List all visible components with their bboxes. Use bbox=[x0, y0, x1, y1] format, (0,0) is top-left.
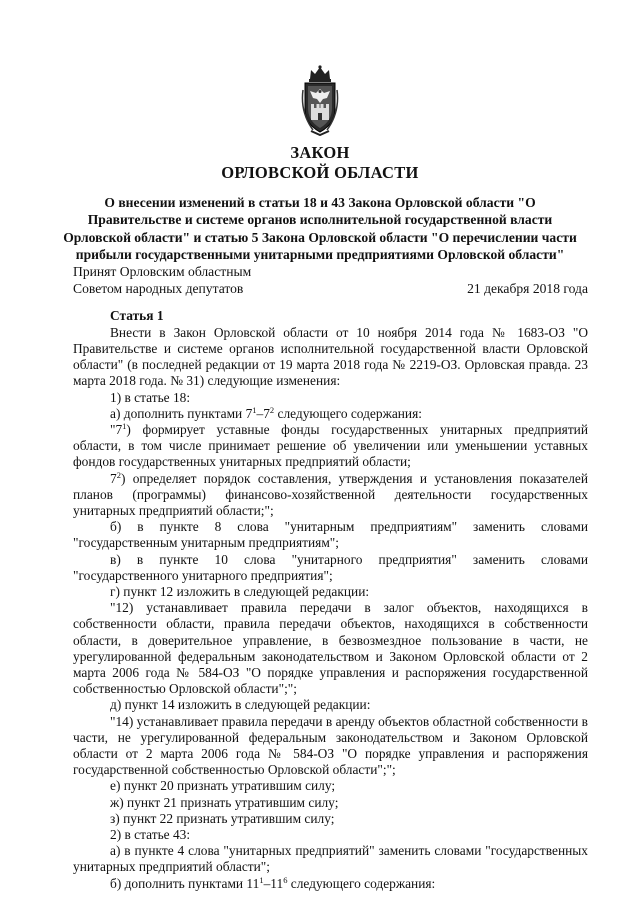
law-body bbox=[73, 308, 588, 892]
paragraph: 2) в статье 43: bbox=[110, 827, 191, 842]
paragraph: в) в пункте 10 слова "унитарного предприятия" заменить словами "государственного унитарного предприятия"; bbox=[73, 551, 588, 583]
paragraph: 1) в статье 18: bbox=[110, 389, 191, 405]
paragraph: "$7^1$) формирует уставные фонды государственных унитарных предприятий области, в том числе принимает решение об увеличении или уменьшении уставных фондов государственных унитарных предприятий области; bbox=[73, 420, 588, 470]
law-subtitle: О внесении изменений в статьи 18 и 43 Закона Орловской области "О Правительстве и системе органов исполнительной государственной власти Орловской области" и статью 5 Закона Орловской области "О перечислении части прибыли государственными унитарными предприятиями Орловской области" bbox=[63, 195, 577, 263]
adoption-line-2: Советом народных депутатов bbox=[73, 281, 244, 296]
adoption-info bbox=[73, 263, 473, 297]
paragraph: Внести в Закон Орловской области от 10 ноября 2014 года № 1683-ОЗ "О Правительстве и системе органов исполнительной государственной власти Орловской области" (в последней редакции от 19 марта 2018 года № 2219-ОЗ. Орловская правда. 23 марта 2018 года. № 31) следующие изменения: bbox=[73, 324, 588, 389]
paragraph: е) пункт 20 признать утратившим силу; bbox=[110, 778, 336, 794]
paragraph: "12) устанавливает правила передачи в залог объектов, находящихся в собственности области, правила передачи объектов, находящихся в собственности области, в доверительное управление, в безвозмездное пользование в части, не урегулированной федеральным законодательством и Законом Орловской области от 2 марта 2006 года № 584-ОЗ "О порядке управления и распоряжения государственной собственностью Орловской области";"; bbox=[73, 600, 588, 697]
orel-oblast-coat-of-arms-icon bbox=[299, 64, 341, 136]
paragraph: г) пункт 12 изложить в следующей редакции: bbox=[110, 583, 370, 599]
law-region-title: ОРЛОВСКОЙ ОБЛАСТИ bbox=[221, 163, 419, 182]
paragraph: "14) устанавливает правила передачи в аренду объектов областной собственности в части, не урегулированной федеральным законодательством и Законом Орловской области от 2 марта 2006 года № 584-ОЗ "О порядке управления и распоряжения государственной собственностью Орловской области";"; bbox=[73, 713, 588, 778]
article-title: Статья 1 bbox=[110, 308, 164, 323]
paragraph: $7^2$) определяет порядок составления, утверждения и установления показателей планов (программы) финансово-хозяйственной деятельности государственных унитарных предприятий области;"; bbox=[73, 469, 588, 518]
paragraph: а) дополнить пунктами $7^1-7^2$ следующего содержания: bbox=[110, 404, 422, 421]
adoption-date: 21 декабря 2018 года bbox=[467, 281, 588, 296]
paragraph: б) дополнить пунктами $11^1-11^6$ следующего содержания: bbox=[110, 874, 436, 891]
adoption-line-1: Принят Орловским областным bbox=[73, 264, 252, 279]
paragraph: ж) пункт 21 признать утратившим силу; bbox=[110, 794, 339, 810]
paragraph: б) в пункте 8 слова "унитарным предприятиям" заменить словами "государственным унитарным предприятиям"; bbox=[73, 519, 588, 551]
paragraph: д) пункт 14 изложить в следующей редакции: bbox=[110, 697, 371, 713]
paragraph: а) в пункте 4 слова "унитарных предприятий" заменить словами "государственных унитарных предприятий области"; bbox=[73, 843, 588, 875]
law-title: ЗАКОН bbox=[290, 143, 350, 162]
paragraph: з) пункт 22 признать утратившим силу; bbox=[110, 810, 335, 826]
